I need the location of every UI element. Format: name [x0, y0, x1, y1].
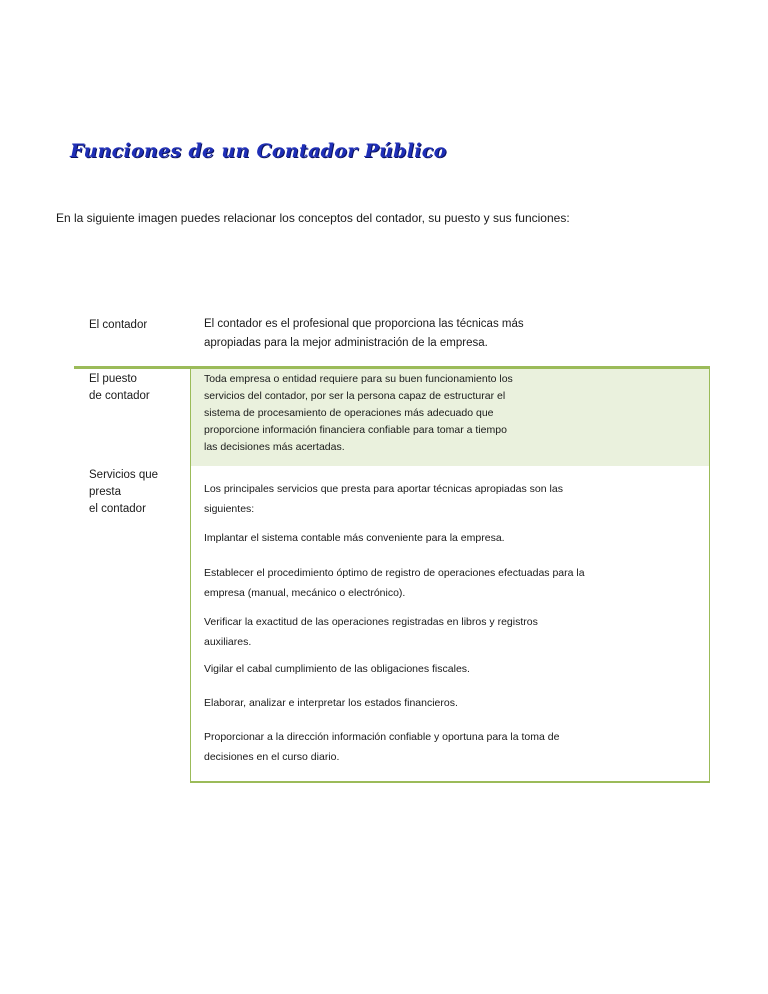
text-line: Los principales servicios que presta para aportar técnicas apropiadas son las: [204, 483, 563, 495]
text-line: Verificar la exactitud de las operaciones registradas en libros y registros: [204, 616, 538, 628]
page-title: Funciones de un Contador Público: [70, 140, 447, 162]
text-line: El contador es el profesional que proporciona las técnicas más: [204, 318, 524, 330]
row-label-servicios: [89, 467, 158, 518]
text-line: Toda empresa o entidad requiere para su buen funcionamiento los: [204, 373, 513, 385]
text-line: apropiadas para la mejor administración de la empresa.: [204, 337, 488, 349]
service-item: [204, 727, 559, 767]
row-label-contador: [89, 317, 147, 334]
service-item: [204, 528, 505, 548]
service-item: [204, 563, 585, 603]
text-line: servicios del contador, por ser la persona capaz de estructurar el: [204, 390, 506, 402]
service-item: [204, 612, 538, 652]
intro-text: En la siguiente imagen puedes relacionar los conceptos del contador, su puesto y sus funciones:: [56, 211, 570, 225]
text-line: empresa (manual, mecánico o electrónico).: [204, 587, 406, 599]
service-item: [204, 479, 563, 519]
text-line: Elaborar, analizar e interpretar los estados financieros.: [204, 697, 458, 709]
service-item: [204, 659, 470, 679]
text-line: Implantar el sistema contable más conveniente para la empresa.: [204, 532, 505, 544]
text-line: proporcione información financiera confiable para tomar a tiempo: [204, 424, 507, 436]
text-line: las decisiones más acertadas.: [204, 441, 345, 453]
row-text-puesto: [204, 371, 513, 456]
label-line: presta: [89, 486, 121, 498]
label-line: de contador: [89, 390, 150, 402]
label-line: el contador: [89, 503, 146, 515]
text-line: siguientes:: [204, 503, 255, 515]
text-line: decisiones en el curso diario.: [204, 751, 340, 763]
text-line: sistema de procesamiento de operaciones más adecuado que: [204, 407, 494, 419]
row-label-puesto: [89, 371, 150, 405]
text-line: auxiliares.: [204, 636, 252, 648]
label-line: Servicios que: [89, 469, 159, 481]
label-line: El puesto: [89, 373, 137, 385]
service-item: [204, 693, 458, 713]
text-line: Vigilar el cabal cumplimiento de las obligaciones fiscales.: [204, 663, 470, 675]
text-line: Proporcionar a la dirección información confiable y oportuna para la toma de: [204, 731, 560, 743]
row-text-contador: [204, 315, 524, 353]
label-line: El contador: [89, 319, 148, 331]
text-line: Establecer el procedimiento óptimo de registro de operaciones efectuadas para la: [204, 567, 585, 579]
